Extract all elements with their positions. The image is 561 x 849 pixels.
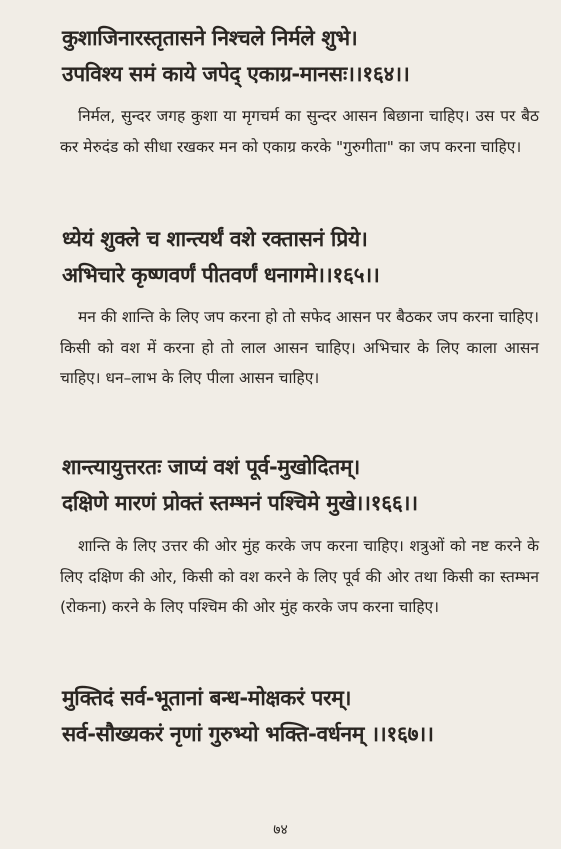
verse-line: सर्व-सौख्यकरं नृणां गुरुभ्यो भक्ति-वर्धनम् ।।१६७।। [62, 722, 434, 746]
commentary-paragraph: शान्ति के लिए उत्तर की ओर मुंह करके जप करना चाहिए। शत्रुओं को नष्ट करने के लिए दक्षिण की ओर, किसी को वश करने के लिए पूर्व की ओर तथा किसी का स्तम्भन (रोकना) करने के लिए पश्चिम की ओर मुंह करके जप करना चाहिए। [60, 537, 539, 616]
verse-166 [62, 449, 543, 521]
verse-line: कुशाजिनारस्तृतासने निश्चले निर्मले शुभे। [62, 26, 358, 50]
verse-line: उपविश्य समं काये जपेद् एकाग्र-मानसः।।१६४।। [62, 62, 410, 86]
page-number: ७४ [273, 822, 288, 838]
verse-line: अभिचारे कृष्णवर्णं पीतवर्णं धनागमे।।१६५।। [62, 263, 380, 287]
verse-line: शान्त्यायुत्तरतः जाप्यं वशं पूर्व-मुखोदितम्। [62, 455, 360, 479]
verse-167 [62, 680, 543, 752]
verse-line: दक्षिणे मारणं प्रोक्तं स्तम्भनं पश्चिमे मुखे।।१६६।। [62, 491, 418, 515]
verse-line: ध्येयं शुक्ले च शान्त्यर्थं वशे रक्तासनं प्रिये। [62, 227, 368, 251]
verse-164 [62, 20, 543, 92]
verse-165 [62, 221, 543, 293]
commentary-paragraph: मन की शान्ति के लिए जप करना हो तो सफेद आसन पर बैठकर जप करना चाहिए। किसी को वश में करना हो तो लाल आसन चाहिए। अभिचार के लिए काला आसन चाहिए। धन–लाभ के लिए पीला आसन चाहिए। [60, 308, 539, 387]
verse-line: मुक्तिदं सर्व-भूतानां बन्ध-मोक्षकरं परम्। [62, 686, 352, 710]
commentary-paragraph: निर्मल, सुन्दर जगह कुशा या मृगचर्म का सुन्दर आसन बिछाना चाहिए। उस पर बैठ कर मेरुदंड को सीधा रखकर मन को एकाग्र करके "गुरुगीता" का जप करना चाहिए। [60, 107, 539, 156]
